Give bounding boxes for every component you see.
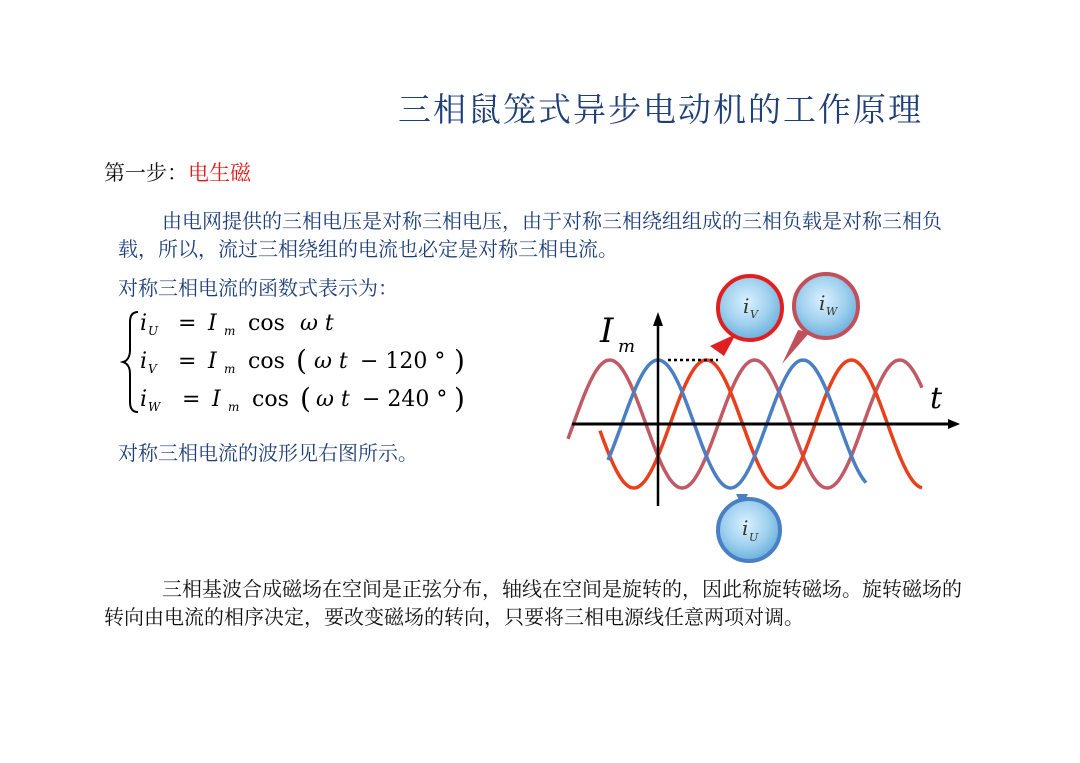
y-axis-label: I: [600, 311, 614, 351]
eq-w-lhs: i: [140, 387, 148, 412]
eq-u-sub: U: [148, 324, 159, 338]
bubble-iw-sub: W: [826, 305, 838, 318]
eq-w-I: I: [212, 387, 221, 412]
eq-w-m: m: [228, 400, 240, 414]
three-phase-waveform-figure: [560, 268, 970, 568]
paragraph-intro: [118, 207, 958, 263]
svg-text:): ): [454, 382, 465, 415]
eq-w-arg: ω t: [316, 387, 350, 412]
paragraph-rotating-field: [104, 575, 974, 631]
y-axis-arrow: [653, 312, 663, 326]
eq-v-m: m: [224, 362, 236, 376]
x-axis-label: t: [930, 381, 943, 416]
formula-label: 对称三相电流的函数式表示为：: [118, 276, 398, 300]
svg-text:=: =: [178, 311, 197, 336]
bubble-iu-sub: U: [749, 531, 759, 544]
bubble-iu-label: i: [742, 516, 749, 540]
eq-u-func: cos: [248, 311, 285, 336]
eq-u-m: m: [224, 324, 236, 338]
bubble-iw: [782, 274, 858, 364]
svg-text:(: (: [300, 382, 311, 415]
eq-w-shift: − 240 °: [362, 387, 448, 412]
eq-u-I: I: [208, 311, 217, 336]
eq-v-func: cos: [248, 349, 285, 374]
equation-row-v: [140, 344, 465, 377]
eq-v-shift: − 120 °: [360, 349, 446, 374]
bubble-iv: [710, 276, 782, 356]
current-equations: [120, 300, 480, 425]
bubble-iu: [718, 494, 780, 561]
page-title: 三相鼠笼式异步电动机的工作原理: [398, 90, 923, 129]
svg-text:(: (: [296, 344, 307, 377]
equation-brace: [123, 312, 138, 412]
eq-u-arg: ω t: [300, 311, 334, 336]
y-axis-sub: m: [618, 336, 636, 357]
eq-w-sub: W: [148, 400, 161, 414]
eq-v-lhs: i: [140, 349, 148, 374]
step-highlight: 电生磁: [188, 161, 251, 185]
bubble-iv-label: i: [743, 294, 750, 318]
eq-u-lhs: i: [140, 311, 148, 336]
svg-text:): ): [454, 344, 465, 377]
paragraph-intro-text: 由电网提供的三相电压是对称三相电压，由于对称三相绕组组成的三相负载是对称三相负载，所以，流过三相绕组的电流也必定是对称三相电流。: [118, 209, 942, 261]
bubble-iv-sub: V: [750, 308, 758, 321]
svg-text:=: =: [178, 349, 197, 374]
svg-text:=: =: [182, 387, 201, 412]
equation-row-u: [140, 311, 334, 338]
eq-w-func: cos: [252, 387, 289, 412]
eq-v-I: I: [208, 349, 217, 374]
paragraph-rotating-field-text: 三相基波合成磁场在空间是正弦分布，轴线在空间是旋转的，因此称旋转磁场。旋转磁场的转向由电流的相序决定，要改变磁场的转向，只要将三相电源线任意两项对调。: [104, 577, 962, 629]
x-axis-arrow: [948, 419, 960, 429]
step-prefix: 第一步：: [104, 161, 188, 185]
equation-row-w: [140, 382, 465, 415]
bubble-iw-label: i: [819, 291, 826, 315]
eq-v-arg: ω t: [314, 349, 348, 374]
eq-v-sub: V: [148, 362, 157, 376]
step-heading: [104, 157, 251, 187]
waveform-label: 对称三相电流的波形见右图所示。: [118, 441, 418, 465]
